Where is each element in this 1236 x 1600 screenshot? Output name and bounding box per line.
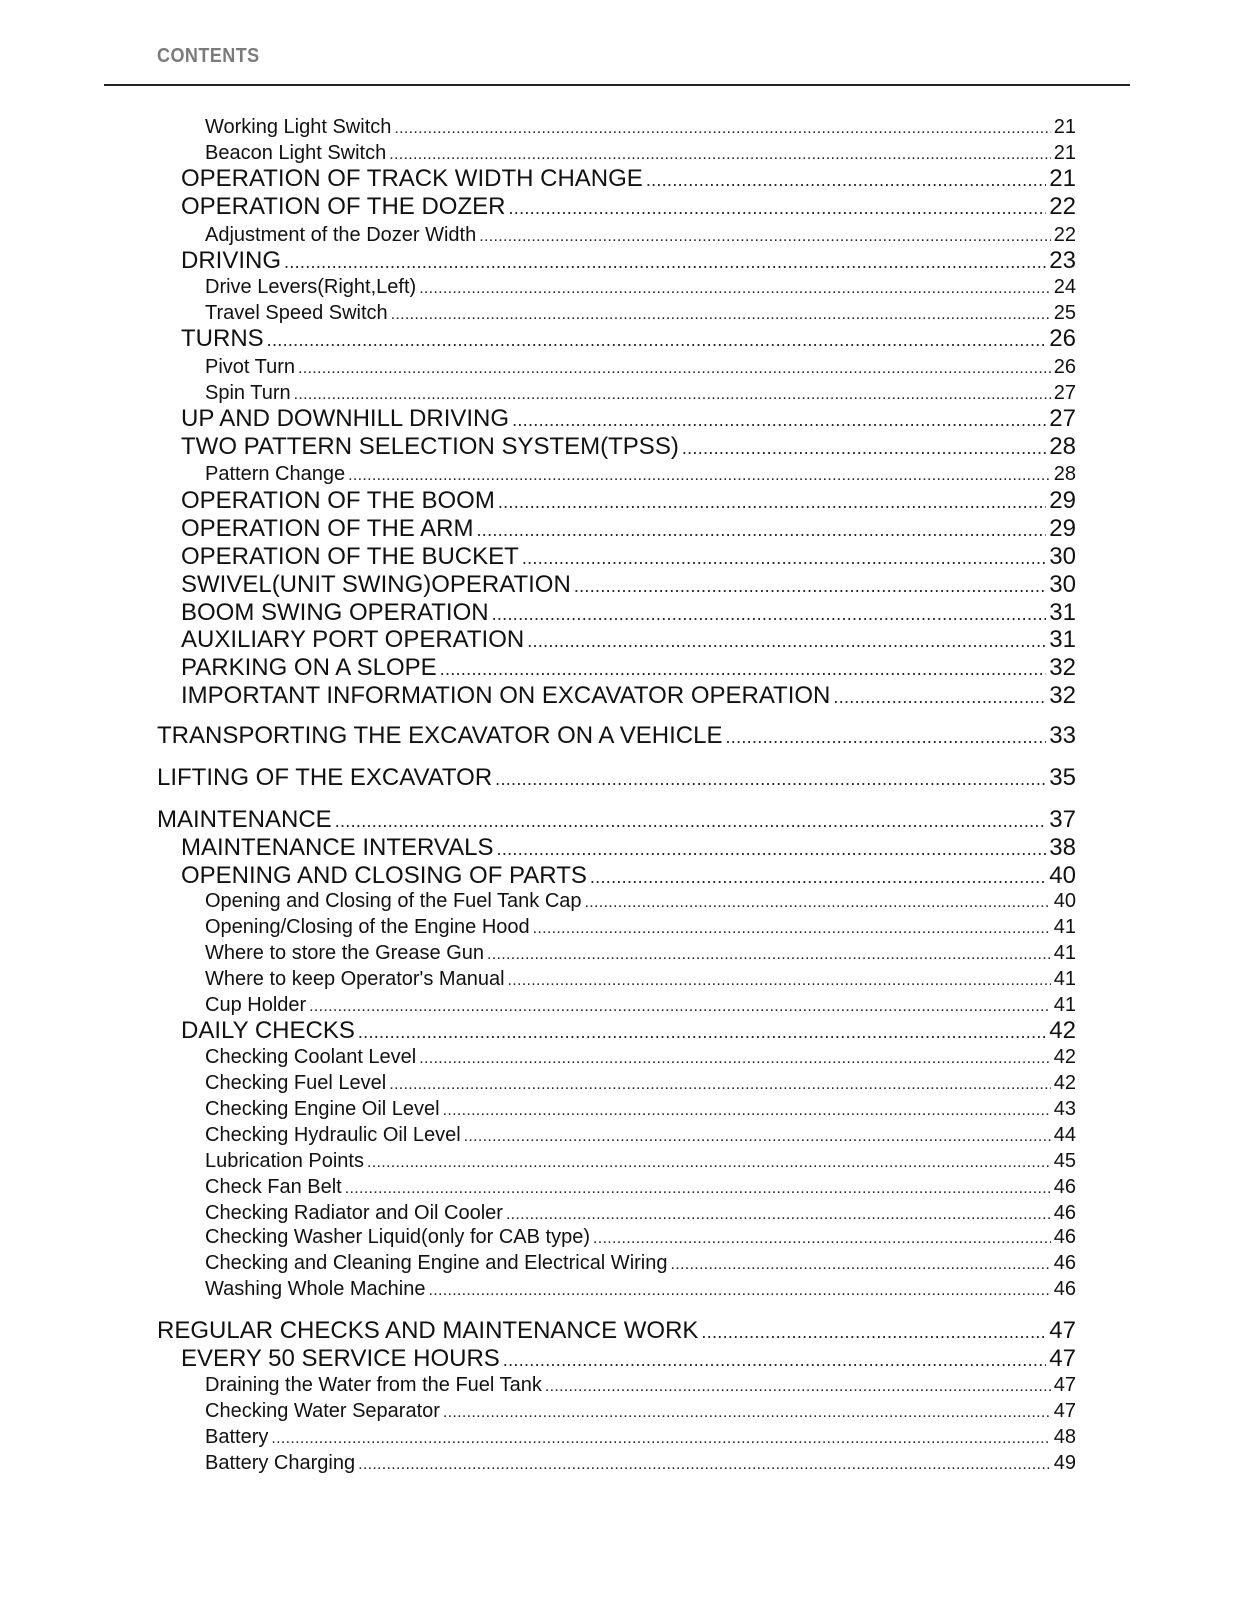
toc-entry[interactable] — [157, 808, 1076, 832]
toc-entry-page-number: 40 — [1053, 890, 1076, 912]
dot-leader — [348, 468, 1051, 484]
toc-entry[interactable] — [205, 277, 1076, 297]
dot-leader — [527, 632, 1046, 650]
toc-entry[interactable] — [181, 684, 1076, 708]
toc-entry[interactable] — [205, 1375, 1076, 1395]
toc-entry-title: SWIVEL(UNIT SWING)OPERATION — [181, 571, 571, 598]
toc-entry[interactable] — [181, 628, 1076, 652]
dot-leader — [335, 812, 1047, 830]
toc-entry[interactable] — [205, 891, 1076, 911]
toc-entry-title: Checking Water Separator — [205, 1400, 440, 1422]
toc-entry[interactable] — [205, 1227, 1076, 1247]
toc-entry-page-number: 35 — [1049, 764, 1076, 791]
toc-entry[interactable] — [181, 1347, 1076, 1371]
dot-leader — [443, 1103, 1051, 1119]
dot-leader — [358, 1023, 1046, 1041]
toc-entry-page-number: 21 — [1053, 116, 1076, 138]
toc-entry-page-number: 47 — [1049, 1345, 1076, 1372]
toc-entry-title: OPERATION OF THE DOZER — [181, 193, 506, 220]
toc-entry-page-number: 31 — [1049, 626, 1076, 653]
toc-entry[interactable] — [181, 864, 1076, 888]
toc-entry-page-number: 28 — [1053, 463, 1076, 485]
dot-leader — [389, 1077, 1051, 1093]
dot-leader — [358, 1457, 1051, 1473]
toc-entry-page-number: 38 — [1049, 834, 1076, 861]
toc-entry-title: IMPORTANT INFORMATION ON EXCAVATOR OPERATION — [181, 682, 831, 709]
toc-entry-title: Adjustment of the Dozer Width — [205, 224, 477, 246]
dot-leader — [701, 1323, 1046, 1341]
dot-leader — [590, 868, 1046, 886]
dot-leader — [508, 973, 1051, 989]
toc-entry-page-number: 46 — [1053, 1202, 1076, 1224]
toc-entry-title: Opening/Closing of the Engine Hood — [205, 916, 530, 938]
toc-entry-title: Beacon Light Switch — [205, 142, 387, 164]
toc-entry-title: REGULAR CHECKS AND MAINTENANCE WORK — [157, 1317, 699, 1344]
toc-entry-page-number: 41 — [1053, 942, 1076, 964]
dot-leader — [833, 688, 1046, 706]
toc-entry-title: BOOM SWING OPERATION — [181, 599, 489, 626]
toc-entry-page-number: 41 — [1053, 916, 1076, 938]
toc-entry-title: Checking Engine Oil Level — [205, 1098, 440, 1120]
toc-entry-title: Checking Coolant Level — [205, 1046, 417, 1068]
dot-leader — [545, 1379, 1051, 1395]
toc-entry-title: Travel Speed Switch — [205, 302, 388, 324]
toc-entry-page-number: 44 — [1053, 1124, 1076, 1146]
dot-leader — [419, 281, 1051, 297]
toc-entry-page-number: 49 — [1053, 1452, 1076, 1474]
toc-entry-title: Drive Levers(Right,Left) — [205, 276, 417, 298]
toc-entry[interactable] — [181, 517, 1076, 541]
toc-entry[interactable] — [181, 435, 1076, 459]
toc-entry[interactable] — [205, 917, 1076, 937]
toc-entry-page-number: 26 — [1053, 356, 1076, 378]
dot-leader — [725, 728, 1046, 746]
toc-entry[interactable] — [205, 969, 1076, 989]
toc-entry-page-number: 23 — [1049, 247, 1076, 274]
toc-entry[interactable] — [205, 225, 1076, 245]
toc-entry[interactable] — [181, 545, 1076, 569]
toc-entry-title: Washing Whole Machine — [205, 1278, 426, 1300]
dot-leader — [464, 1129, 1051, 1145]
toc-entry-page-number: 43 — [1053, 1098, 1076, 1120]
dot-leader — [574, 577, 1046, 595]
dot-leader — [394, 121, 1050, 137]
dot-leader — [498, 493, 1046, 511]
toc-entry-page-number: 22 — [1053, 224, 1076, 246]
toc-entry-title: Where to keep Operator's Manual — [205, 968, 505, 990]
toc-entry-page-number: 42 — [1053, 1072, 1076, 1094]
toc-entry-title: DRIVING — [181, 247, 282, 274]
toc-entry-page-number: 46 — [1053, 1278, 1076, 1300]
toc-entry-title: MAINTENANCE — [157, 806, 332, 833]
dot-leader — [497, 840, 1047, 858]
dot-leader — [428, 1283, 1050, 1299]
toc-entry[interactable] — [205, 1047, 1076, 1067]
toc-entry-page-number: 47 — [1053, 1400, 1076, 1422]
toc-entry-page-number: 42 — [1053, 1046, 1076, 1068]
toc-entry[interactable] — [205, 464, 1076, 484]
dot-leader — [670, 1257, 1050, 1273]
toc-entry[interactable] — [181, 836, 1076, 860]
toc-entry-page-number: 41 — [1053, 968, 1076, 990]
toc-entry-title: OPERATION OF THE ARM — [181, 515, 474, 542]
dot-leader — [487, 947, 1051, 963]
dot-leader — [367, 1155, 1051, 1171]
toc-entry[interactable] — [205, 1099, 1076, 1119]
dot-leader — [508, 199, 1046, 217]
toc-entry[interactable] — [205, 1401, 1076, 1421]
dot-leader — [479, 229, 1051, 245]
dot-leader — [512, 411, 1046, 429]
toc-entry-page-number: 47 — [1049, 1317, 1076, 1344]
toc-entry-page-number: 25 — [1053, 302, 1076, 324]
toc-entry-title: OPERATION OF TRACK WIDTH CHANGE — [181, 165, 643, 192]
toc-entry-title: EVERY 50 SERVICE HOURS — [181, 1345, 500, 1372]
toc-entry-title: TRANSPORTING THE EXCAVATOR ON A VEHICLE — [157, 722, 723, 749]
toc-entry[interactable] — [205, 1177, 1076, 1197]
toc-entry-title: Working Light Switch — [205, 116, 392, 138]
toc-entry-page-number: 48 — [1053, 1426, 1076, 1448]
toc-entry-title: MAINTENANCE INTERVALS — [181, 834, 494, 861]
toc-entry-page-number: 37 — [1049, 806, 1076, 833]
toc-entry-title: Pivot Turn — [205, 356, 296, 378]
toc-entry[interactable] — [205, 1279, 1076, 1299]
toc-entry[interactable] — [205, 143, 1076, 163]
toc-entry-page-number: 47 — [1053, 1374, 1076, 1396]
toc-entry[interactable] — [205, 1073, 1076, 1093]
toc-entry-page-number: 22 — [1049, 193, 1076, 220]
toc-entry-page-number: 29 — [1049, 515, 1076, 542]
dot-leader — [419, 1051, 1051, 1067]
toc-entry-title: Checking Washer Liquid(only for CAB type) — [205, 1226, 590, 1248]
dot-leader — [389, 147, 1051, 163]
toc-entry[interactable] — [181, 327, 1076, 351]
toc-entry-page-number: 32 — [1049, 682, 1076, 709]
toc-entry[interactable] — [205, 1427, 1076, 1447]
toc-entry-page-number: 46 — [1053, 1252, 1076, 1274]
dot-leader — [585, 895, 1051, 911]
toc-entry[interactable] — [181, 489, 1076, 513]
toc-entry[interactable] — [157, 766, 1076, 790]
toc-entry-page-number: 32 — [1049, 654, 1076, 681]
dot-leader — [345, 1181, 1051, 1197]
toc-entry[interactable] — [205, 1253, 1076, 1273]
dot-leader — [682, 439, 1046, 457]
dot-leader — [646, 171, 1046, 189]
toc-entry-title: Draining the Water from the Fuel Tank — [205, 1374, 542, 1396]
toc-entry-title: Pattern Change — [205, 463, 346, 485]
dot-leader — [503, 1351, 1047, 1369]
toc-entry[interactable] — [205, 995, 1076, 1015]
toc-entry-title: Checking Hydraulic Oil Level — [205, 1124, 461, 1146]
dot-leader — [267, 331, 1047, 349]
toc-entry-title: Battery — [205, 1426, 269, 1448]
dot-leader — [294, 387, 1051, 403]
toc-entry-title: Check Fan Belt — [205, 1176, 342, 1198]
toc-entry[interactable] — [181, 601, 1076, 625]
toc-entry-page-number: 27 — [1049, 405, 1076, 432]
dot-leader — [271, 1431, 1050, 1447]
toc-entry-title: Battery Charging — [205, 1452, 356, 1474]
toc-entry-title: Checking Fuel Level — [205, 1072, 387, 1094]
toc-entry-title: Opening and Closing of the Fuel Tank Cap — [205, 890, 582, 912]
toc-entry-page-number: 30 — [1049, 543, 1076, 570]
toc-entry-page-number: 45 — [1053, 1150, 1076, 1172]
dot-leader — [533, 921, 1051, 937]
toc-entry-page-number: 24 — [1053, 276, 1076, 298]
toc-entry[interactable] — [205, 117, 1076, 137]
dot-leader — [476, 521, 1046, 539]
toc-entry-page-number: 26 — [1049, 325, 1076, 352]
toc-entry[interactable] — [181, 167, 1076, 191]
toc-entry-page-number: 29 — [1049, 487, 1076, 514]
toc-entry-page-number: 33 — [1049, 722, 1076, 749]
toc-entry[interactable] — [205, 383, 1076, 403]
toc-entry-title: Checking and Cleaning Engine and Electrical Wiring — [205, 1252, 668, 1274]
toc-entry-title: AUXILIARY PORT OPERATION — [181, 626, 525, 653]
toc-entry-title: PARKING ON A SLOPE — [181, 654, 437, 681]
toc-entry[interactable] — [205, 943, 1076, 963]
toc-entry-title: TURNS — [181, 325, 264, 352]
toc-entry[interactable] — [181, 656, 1076, 680]
toc-entry[interactable] — [157, 724, 1076, 748]
toc-entry-title: Where to store the Grease Gun — [205, 942, 485, 964]
dot-leader — [284, 253, 1046, 271]
toc-entry[interactable] — [205, 357, 1076, 377]
toc-entry[interactable] — [181, 573, 1076, 597]
toc-entry[interactable] — [181, 249, 1076, 273]
toc-entry[interactable] — [205, 1203, 1076, 1223]
toc-entry[interactable] — [181, 407, 1076, 431]
toc-entry-title: LIFTING OF THE EXCAVATOR — [157, 764, 493, 791]
toc-entry-page-number: 27 — [1053, 382, 1076, 404]
dot-leader — [309, 999, 1051, 1015]
toc-entry[interactable] — [181, 195, 1076, 219]
toc-entry[interactable] — [205, 1453, 1076, 1473]
toc-entry-title: OPERATION OF THE BUCKET — [181, 543, 519, 570]
dot-leader — [443, 1405, 1051, 1421]
dot-leader — [593, 1231, 1051, 1247]
toc-entry[interactable] — [157, 1319, 1076, 1343]
toc-entry-title: Spin Turn — [205, 382, 291, 404]
dot-leader — [492, 605, 1047, 623]
toc-entry-title: TWO PATTERN SELECTION SYSTEM(TPSS) — [181, 433, 679, 460]
dot-leader — [391, 307, 1051, 323]
toc-entry-title: OPERATION OF THE BOOM — [181, 487, 495, 514]
toc-entry[interactable] — [205, 1125, 1076, 1145]
dot-leader — [440, 660, 1047, 678]
toc-entry-page-number: 28 — [1049, 433, 1076, 460]
toc-entry[interactable] — [181, 1019, 1076, 1043]
toc-entry-page-number: 46 — [1053, 1176, 1076, 1198]
dot-leader — [522, 549, 1046, 567]
toc-entry[interactable] — [205, 303, 1076, 323]
dot-leader — [506, 1207, 1051, 1223]
toc-entry-title: Lubrication Points — [205, 1150, 364, 1172]
toc-entry-title: OPENING AND CLOSING OF PARTS — [181, 862, 587, 889]
toc-entry[interactable] — [205, 1151, 1076, 1171]
header-label: CONTENTS — [157, 45, 260, 67]
toc-entry-page-number: 46 — [1053, 1226, 1076, 1248]
toc-entry-title: Checking Radiator and Oil Cooler — [205, 1202, 503, 1224]
toc-entry-page-number: 31 — [1049, 599, 1076, 626]
toc-entry-page-number: 21 — [1049, 165, 1076, 192]
toc-entry-title: Cup Holder — [205, 994, 307, 1016]
toc-entry-title: DAILY CHECKS — [181, 1017, 355, 1044]
toc-entry-page-number: 21 — [1053, 142, 1076, 164]
toc-entry-page-number: 41 — [1053, 994, 1076, 1016]
toc-entry-page-number: 40 — [1049, 862, 1076, 889]
dot-leader — [298, 361, 1051, 377]
dot-leader — [495, 770, 1046, 788]
toc-entry-page-number: 42 — [1049, 1017, 1076, 1044]
toc-entry-title: UP AND DOWNHILL DRIVING — [181, 405, 510, 432]
toc-entry-page-number: 30 — [1049, 571, 1076, 598]
